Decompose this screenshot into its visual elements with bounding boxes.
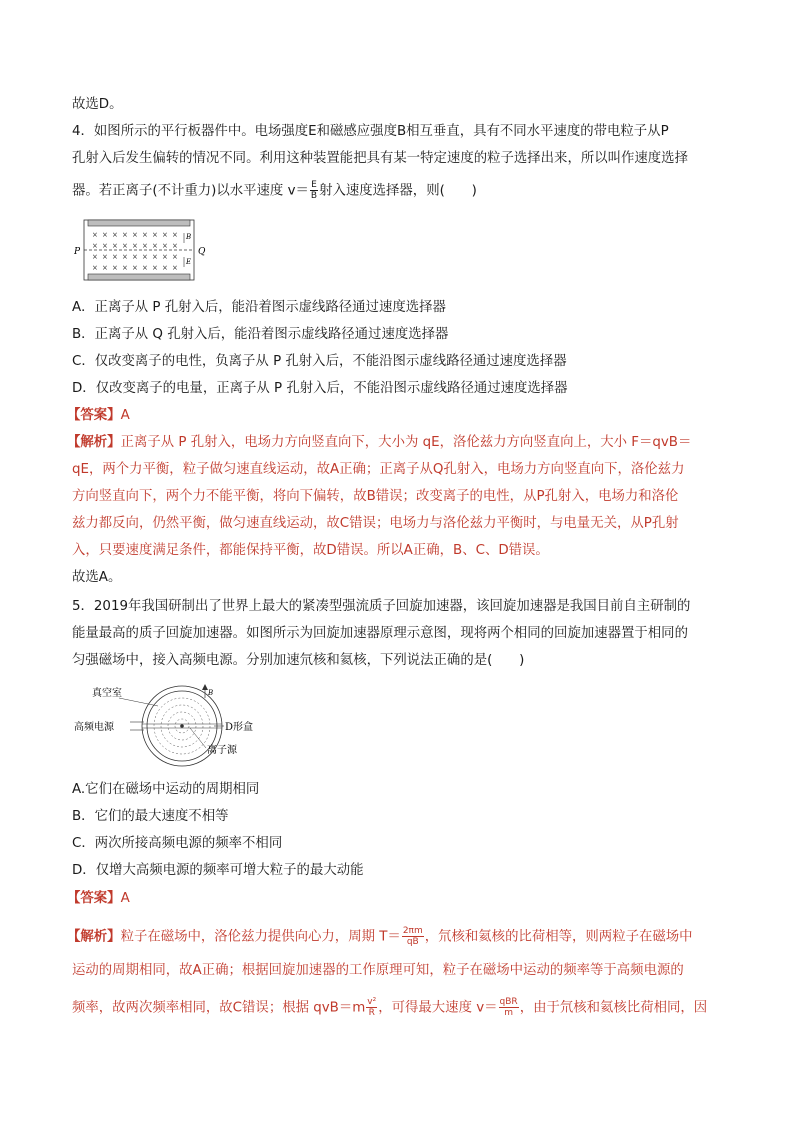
magnetic-field-cross: × (152, 253, 158, 261)
magnetic-field-cross: × (102, 253, 108, 261)
q4-fraction-numerator: E (311, 180, 317, 190)
q4-analysis-line-3: 方向竖直向下，两个力不能平衡，将向下偏转，故B错误；改变离子的电性，从P孔射入，电场力和洛伦 (72, 489, 679, 504)
q5-analysis-text-3b: ，可得最大速度 v＝ (378, 1000, 498, 1016)
q5-period-denominator: qB (406, 937, 419, 947)
q4-analysis-line-1 (67, 434, 691, 452)
magnetic-field-cross: × (162, 253, 168, 261)
q4-answer (67, 407, 130, 425)
q5-option-b: B．它们的最大速度不相等 (72, 809, 229, 824)
magnetic-field-cross: × (132, 264, 138, 272)
magnetic-field-cross: × (102, 264, 108, 272)
magnetic-field-cross: × (112, 253, 118, 261)
q4-analysis-text-1: 正离子从 P 孔射入，电场力方向竖直向下，大小为 qE，洛伦兹力方向竖直向上，大小 F＝qvB＝ (120, 435, 692, 450)
q5-answer-value: A (120, 891, 130, 906)
q5-label-vacuum: 真空室 (92, 688, 122, 699)
magnetic-field-cross: × (162, 231, 168, 239)
q5-stem-line-2: 能量最高的质子回旋加速器。如图所示为回旋加速器原理示意图，现将两个相同的回旋加速器置于相同的 (72, 626, 688, 641)
magnetic-field-cross: × (132, 242, 138, 250)
q4-analysis-line-4: 兹力都反向，仍然平衡，做匀速直线运动，故C错误；电场力与洛伦兹力平衡时，与电量无关，从P孔射 (72, 516, 679, 531)
magnetic-field-cross: × (152, 264, 158, 272)
q5-analysis-text-3c: ，由于氘核和氦核比荷相同，因 (519, 1000, 708, 1016)
q5-velocity-numerator: qBR (499, 997, 518, 1007)
q4-answer-value: A (120, 408, 130, 423)
magnetic-field-cross: × (102, 231, 108, 239)
q5-answer (67, 890, 130, 908)
prev-conclusion: 故选D。 (72, 97, 123, 112)
q4-conclusion: 故选A。 (72, 570, 122, 585)
magnetic-field-cross: × (172, 253, 178, 261)
magnetic-field-cross: × (92, 253, 98, 261)
q5-option-c: C．两次所接高频电源的频率不相同 (72, 836, 283, 851)
q5-analysis-tag: 【解析】 (67, 929, 121, 945)
q5-period-fraction (402, 926, 424, 947)
magnetic-field-cross: × (162, 242, 168, 250)
q4-velocity-selector-figure (74, 215, 214, 285)
q5-analysis-text-1b: ，氘核和氦核的比荷相等，则两粒子在磁场中 (424, 929, 693, 945)
q4-answer-tag: 【答案】 (67, 408, 121, 423)
magnetic-field-cross: × (112, 231, 118, 239)
q5-answer-tag: 【答案】 (67, 891, 121, 906)
q4-stem-line-1: 4．如图所示的平行板器件中。电场强度E和磁感应强度B相互垂直，具有不同水平速度的带电粒子从P (72, 124, 669, 139)
q5-force-denominator: R (368, 1008, 375, 1018)
q4-stem-text-b: 射入速度选择器，则( ) (319, 183, 477, 199)
magnetic-field-cross: × (102, 242, 108, 250)
q4-label-q: Q (198, 247, 206, 257)
magnetic-field-cross: × (152, 242, 158, 250)
q5-analysis-text-1a: 粒子在磁场中，洛伦兹力提供向心力，周期 T＝ (120, 929, 401, 945)
q4-stem-line-3 (72, 180, 477, 201)
q4-label-p: P (74, 247, 81, 257)
q5-force-fraction (366, 997, 377, 1018)
q5-velocity-denominator: m (504, 1008, 513, 1018)
magnetic-field-cross: × (142, 253, 148, 261)
q5-label-b: B (208, 689, 214, 697)
q4-stem-text-a: 器。若正离子(不计重力)以水平速度 v＝ (72, 183, 309, 199)
magnetic-field-cross: × (152, 231, 158, 239)
q4-stem-line-2: 孔射入后发生偏转的情况不同。利用这种装置能把具有某一特定速度的粒子选择出来，所以叫作速度选择 (72, 151, 688, 166)
q5-force-numerator: v² (367, 997, 377, 1007)
magnetic-field-cross: × (132, 253, 138, 261)
q4-analysis-tag: 【解析】 (67, 435, 121, 450)
magnetic-field-cross: × (122, 264, 128, 272)
magnetic-field-cross: × (162, 264, 168, 272)
q5-stem-line-3: 匀强磁场中，接入高频电源。分别加速氘核和氦核，下列说法正确的是( ) (72, 653, 525, 668)
magnetic-field-cross: × (122, 253, 128, 261)
magnetic-field-cross: × (122, 231, 128, 239)
q4-velocity-fraction (310, 180, 318, 201)
q5-analysis-line-1 (67, 926, 693, 947)
magnetic-field-cross: × (92, 242, 98, 250)
q5-label-power: 高频电源 (74, 722, 114, 733)
q4-analysis-line-5: 入，只要速度满足条件，都能保持平衡，故D错误。所以A正确，B、C、D错误。 (72, 543, 549, 558)
magnetic-field-cross: × (142, 264, 148, 272)
q4-option-a: A．正离子从 P 孔射入后，能沿着图示虚线路径通过速度选择器 (72, 300, 446, 315)
q5-option-d: D．仅增大高频电源的频率可增大粒子的最大动能 (72, 863, 364, 878)
magnetic-field-cross: × (92, 264, 98, 272)
q4-fraction-denominator: B (310, 191, 318, 201)
q4-option-d: D．仅改变离子的电量，正离子从 P 孔射入后，不能沿图示虚线路径通过速度选择器 (72, 381, 568, 396)
magnetic-field-cross: × (142, 231, 148, 239)
q5-analysis-line-3 (72, 997, 707, 1018)
q5-period-numerator: 2πm (402, 926, 423, 936)
magnetic-field-cross: × (172, 242, 178, 250)
q4-analysis-line-2: qE，两个力平衡，粒子做匀速直线运动，故A正确；正离子从Q孔射入，电场力方向竖直向下，洛伦兹力 (72, 462, 685, 477)
q5-stem-line-1: 5．2019年我国研制出了世界上最大的紧凑型强流质子回旋加速器，该回旋加速器是我国目前自主研制的 (72, 599, 691, 614)
q5-option-a: A.它们在磁场中运动的周期相同 (72, 782, 260, 797)
magnetic-field-cross: × (172, 231, 178, 239)
magnetic-field-cross: × (112, 242, 118, 250)
magnetic-field-cross: × (132, 231, 138, 239)
magnetic-field-cross: × (122, 242, 128, 250)
q4-label-e: E (186, 258, 192, 266)
q5-analysis-text-3a: 频率，故两次频率相同，故C错误；根据 qvB＝m (72, 1000, 366, 1016)
q5-analysis-line-2: 运动的周期相同，故A正确；根据回旋加速器的工作原理可知，粒子在磁场中运动的频率等于高频电源的 (72, 963, 684, 978)
q5-cyclotron-figure (74, 682, 274, 772)
q4-label-b: B (186, 233, 192, 241)
magnetic-field-cross: × (172, 264, 178, 272)
q5-label-source: 离子源 (207, 745, 237, 756)
magnetic-field-cross: × (142, 242, 148, 250)
q4-option-c: C．仅改变离子的电性，负离子从 P 孔射入后，不能沿图示虚线路径通过速度选择器 (72, 354, 567, 369)
q4-option-b: B．正离子从 Q 孔射入后，能沿着图示虚线路径通过速度选择器 (72, 327, 449, 342)
magnetic-field-cross: × (112, 264, 118, 272)
q5-velocity-fraction (499, 997, 519, 1018)
magnetic-field-cross: × (92, 231, 98, 239)
q5-label-d-box: D形盒 (225, 722, 254, 733)
